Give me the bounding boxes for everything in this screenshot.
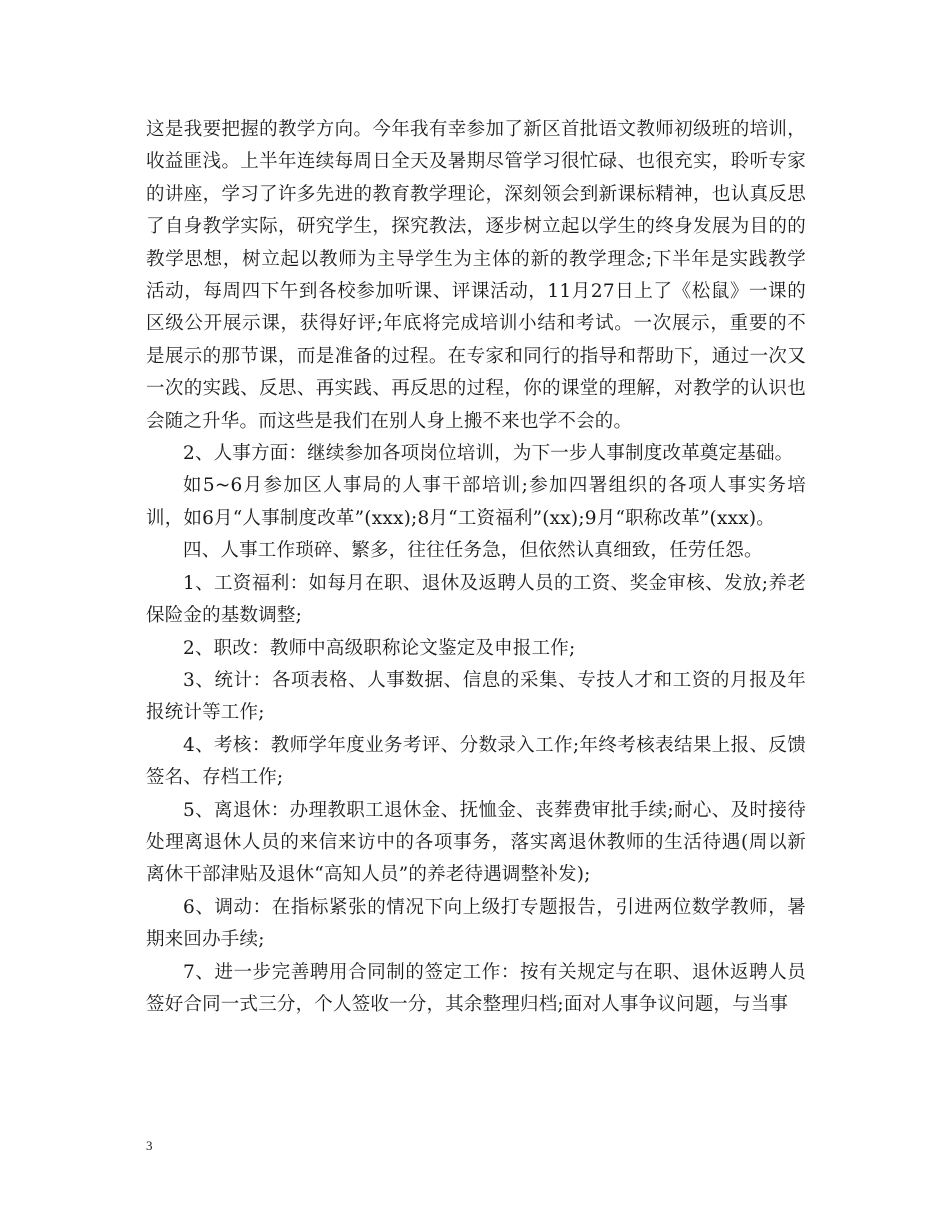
page-number: 3 bbox=[146, 1138, 153, 1153]
paragraph-item-statistics: 3、统计：各项表格、人事数据、信息的采集、专技人才和工资的月报及年报统计等工作; bbox=[146, 669, 806, 724]
paragraph-item-contract: 7、进一步完善聘用合同制的签定工作：按有关规定与在职、退休返聘人员签好合同一式三分，个人签收一分，其余整理归档;面对人事争议问题，与当事 bbox=[146, 961, 806, 1015]
paragraph-item-assessment: 4、考核：教师学年度业务考评、分数录入工作;年终考核表结果上报、反馈签名、存档工作; bbox=[146, 734, 806, 789]
document-body bbox=[146, 114, 806, 1021]
paragraph-item-salary-welfare: 1、工资福利：如每月在职、退休及返聘人员的工资、奖金审核、发放;养老保险金的基数调整; bbox=[146, 572, 806, 627]
paragraph-item-transfer: 6、调动：在指标紧张的情况下向上级打专题报告，引进两位数学教师，暑期来回办手续; bbox=[146, 896, 806, 951]
paragraph-item-retirement: 5、离退休：办理教职工退休金、抚恤金、丧葬费审批手续;耐心、及时接待处理离退休人员的来信来访中的各项事务，落实离退休教师的生活待遇(周以新离休干部津贴及退休“高知人员”的养老待遇调整补发); bbox=[146, 799, 806, 886]
paragraph-training-schedule: 如5~6月参加区人事局的人事干部培训;参加四署组织的各项人事实务培训，如6月“人事制度改革”(xxx);8月“工资福利”(xx);9月“职称改革”(xxx)。 bbox=[146, 475, 806, 529]
paragraph-teaching-direction: 这是我要把握的教学方向。今年我有幸参加了新区首批语文教师初级班的培训，收益匪浅。上半年连续每周日全天及暑期尽管学习很忙碌、也很充实，聆听专家的讲座，学习了许多先进的教育教学理论，深刻领会到新课标精神，也认真反思了自身教学实际，研究学生，探究教法，逐步树立起以学生的终身发展为目的的教学思想，树立起以教师为主导学生为主体的新的教学理念;下半年是实践教学活动，每周四下午到各校参加听课、评课活动，11月27日上了《松鼠》一课的区级公开展示课，获得好评;年底将完成培训小结和考试。一次展示，重要的不是展示的那节课，而是准备的过程。在专家和同行的指导和帮助下，通过一次又一次的实践、反思、再实践、再反思的过程，你的课堂的理解，对教学的认识也会随之升华。而这些是我们在别人身上搬不来也学不会的。 bbox=[146, 119, 806, 432]
paragraph-personnel-training: 2、人事方面：继续参加各项岗位培训，为下一步人事制度改革奠定基础。 bbox=[183, 443, 794, 465]
paragraph-section-four-heading: 四、人事工作琐碎、繁多，往往任务急，但依然认真细致，任劳任怨。 bbox=[183, 540, 763, 562]
paragraph-item-title-reform: 2、职改：教师中高级职称论文鉴定及申报工作; bbox=[183, 637, 576, 659]
